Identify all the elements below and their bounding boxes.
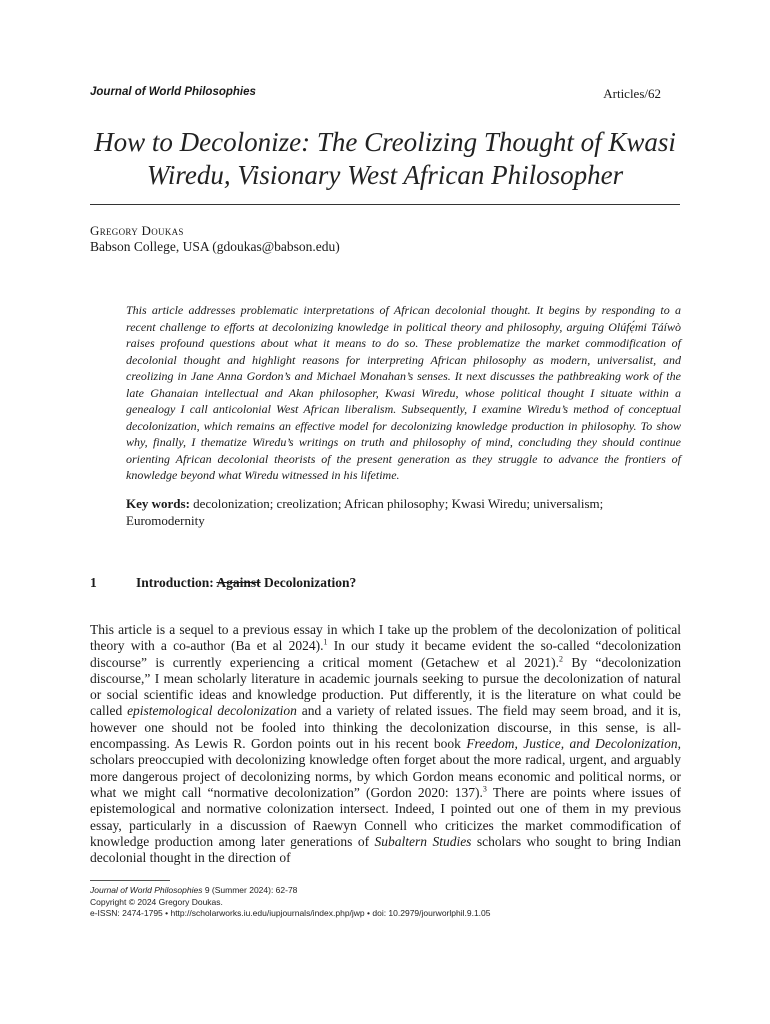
body-text-run: and a variety of related issues. The field may seem broad, and it is, however one should not be fooled into thinking the decolonization discourse, in this sense, is all-encompassing. As Lewis R. Gordon points out in his recent book (90, 703, 681, 752)
body-text-run: By “decolonization discourse,” I mean scholarly literature in academic journals seeking to pursue the decolonization of natural or social scientific ideas and knowledge production. Put differently, it is the literature on what could be called (90, 654, 681, 719)
article-title-line-1: How to Decolonize: The Creolizing Thought of Kwasi (94, 127, 676, 157)
footer (90, 885, 690, 920)
section-title-prefix: Introduction: (136, 575, 214, 590)
footer-citation-line (90, 885, 690, 897)
title-divider (90, 204, 680, 205)
section-heading (90, 575, 680, 591)
footnote-ref[interactable]: 1 (323, 637, 328, 647)
section-title-suffix: Decolonization? (264, 575, 357, 590)
body-italic-title: Subaltern Studies (374, 833, 472, 849)
body-text-run: , scholars preoccupied with decolonizing knowledge often forget about the more radical, urgent, and arguably more dangerous project of decolonizing norms, by which Gordon means economic and political norms, or what we might call “normative decolonization” (Gordon 2020: 137). (90, 736, 682, 800)
section-title-struck: Against (216, 575, 261, 590)
footer-journal: Journal of World Philosophies (90, 885, 203, 895)
keywords-text: decolonization; creolization; African philosophy; Kwasi Wiredu; universalism; Euromodernity (126, 496, 604, 528)
body-text-run: In our study it became evident the so-called “decolonization discourse” is currently experiencing a critical moment (Getachew et al 2021). (90, 638, 681, 670)
footer-divider (90, 880, 170, 881)
keywords (126, 495, 681, 529)
running-header-journal: Journal of World Philosophies (90, 86, 256, 98)
author-affiliation: Babson College, USA (gdoukas@babson.edu) (90, 239, 340, 254)
body-paragraph (90, 622, 681, 866)
body-text-run: scholars who sought to bring Indian decolonial thought in the direction of (90, 833, 682, 866)
footnote-ref[interactable]: 3 (482, 784, 487, 794)
body-text-run: There are points where issues of epistemological and normative colonization intersect. Indeed, I pointed out one of them in my previous essay, particularly in a discussion of Raewyn Connell who criticizes the market commodification of knowledge production among later generations of (90, 784, 681, 849)
article-title-line-2: Wiredu, Visionary West African Philosopher (146, 160, 624, 190)
body-text-run: This article is a sequel to a previous essay in which I take up the problem of the decolonization of political theory with a co-author (Ba et al 2024). (90, 622, 681, 654)
keywords-label: Key words: (126, 496, 190, 511)
footer-issn-doi[interactable]: e-ISSN: 2474-1795 • http://scholarworks.iu.edu/iupjournals/index.php/jwp • doi: 10.2979/jourworlphil.9.1.05 (90, 908, 491, 918)
article-title (90, 126, 680, 192)
author-name: Gregory Doukas (90, 223, 184, 238)
running-header-pages: Articles/62 (603, 86, 661, 101)
body-italic-term: epistemological decolonization (127, 703, 297, 719)
body-book-title: Freedom, Justice, and Decolonization (466, 736, 678, 752)
abstract: This article addresses problematic interpretations of African decolonial thought. It begins by responding to a recent challenge to efforts at decolonizing knowledge in political theory and philosophy, arguing Olúfẹ́mi Táíwò raises profound questions about what it means to do so. These problematize the market commodification of decolonial thought and highlight reasons for interpreting African philosophy as modern, universalist, and creolizing in Jane Anna Gordon’s and Michael Monahan’s senses. It next discusses the pathbreaking work of the late Ghanaian intellectual and Akan philosopher, Kwasi Wiredu, whose political thought I situate within a genealogy I call anticolonial West African liberalism. Subsequently, I examine Wiredu’s method of conceptual decolonization, which remains an effective model for decolonizing knowledge production in philosophy. To show why, finally, I thematize Wiredu’s writings on truth and philosophy of mind, concluding they should continue orienting African decolonial theorists of the present generation as they struggle to advance the frontiers of knowledge beyond what Wiredu witnessed in his lifetime. (126, 303, 681, 482)
footnote-ref[interactable]: 2 (558, 654, 563, 664)
footer-copyright: Copyright © 2024 Gregory Doukas. (90, 896, 223, 907)
footer-citation: 9 (Summer 2024): 62-78 (202, 885, 298, 895)
section-number: 1 (90, 575, 97, 590)
